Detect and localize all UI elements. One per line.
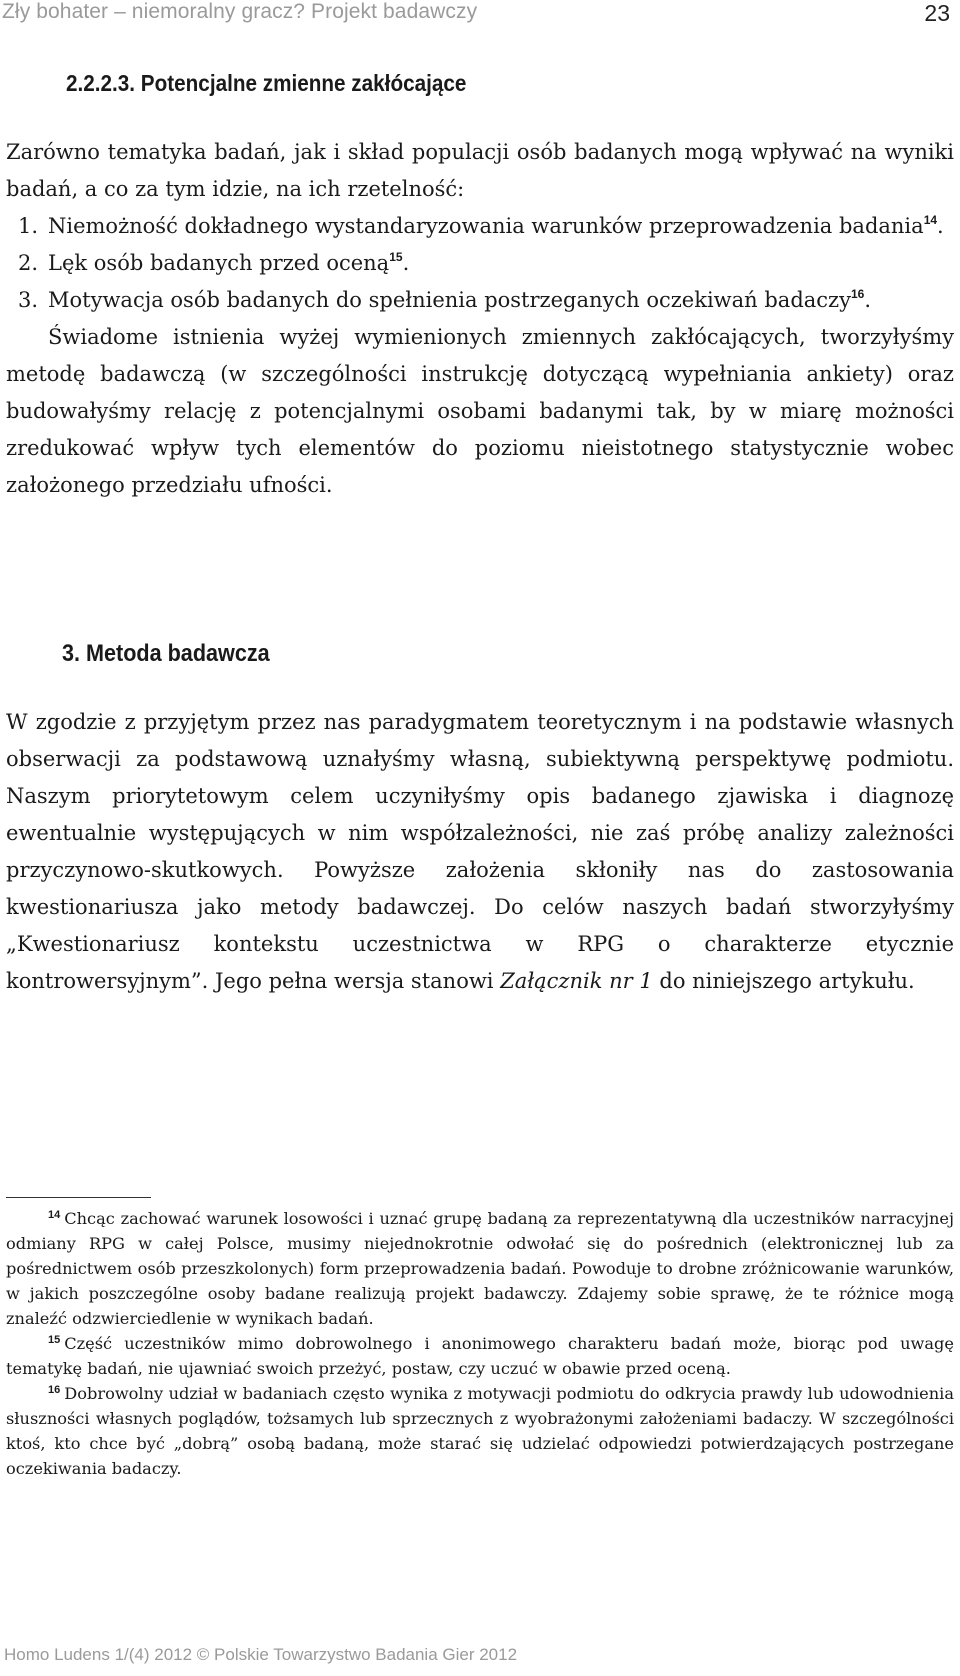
appendix-reference: Załącznik nr 1 xyxy=(500,969,653,993)
method-block xyxy=(6,704,954,1000)
list-item-number: 2. xyxy=(18,251,39,275)
footnote-ref[interactable]: 15 xyxy=(389,250,403,264)
running-title: Zły bohater – niemoralny gracz? Projekt badawczy xyxy=(2,0,478,23)
list-item-number: 3. xyxy=(18,288,39,312)
awareness-paragraph: Świadome istnienia wyżej wymienionych zmiennych zakłócających, tworzyłyśmy metodę badawczą (w szczególności instrukcję dotyczącą wypełniania ankiety) oraz budowałyśmy relację z potencjalnymi osobami badanymi tak, by w miarę możności zredukować wpływ tych elementów do poziomu nieistotnego statystycznie wobec założonego przedziału ufności. xyxy=(6,325,954,497)
footnotes xyxy=(6,1206,954,1481)
confounders-block xyxy=(6,134,954,504)
list-item-number: 1. xyxy=(18,214,39,238)
method-paragraph xyxy=(6,704,954,1000)
footnote-number: 14 xyxy=(48,1209,61,1221)
method-text-end: do niniejszego artykułu. xyxy=(652,969,915,993)
page-header xyxy=(0,0,960,40)
list-item: 2. Lęk osób badanych przed oceną$^{15}$. xyxy=(6,245,954,282)
footnote xyxy=(6,1206,954,1331)
list-item: 3. Motywacja osób badanych do spełnienia postrzeganych oczekiwań badaczy$^{16}$. xyxy=(6,282,954,319)
list-item-text: Motywacja osób badanych do spełnienia postrzeganych oczekiwań badaczy xyxy=(48,288,851,312)
footnote-text: Chcąc zachować warunek losowości i uznać grupę badaną za reprezentatywną dla uczestników narracyjnej odmiany RPG w całej Polsce, musimy niejednokrotnie odwołać się do pośrednich (elektronicznej lub za pośrednictwem osób przeszkolonych) form przeprowadzenia badań. Powoduje to drobne zróżnicowanie warunków, w jakich poszczególne osoby badane realizują projekt badawczy. Zdajemy sobie sprawę, że te różnice mogą znaleźć odzwierciedlenie w wynikach badań. xyxy=(6,1209,954,1328)
footnote-ref[interactable]: 16 xyxy=(850,287,865,301)
footnote-text: Część uczestników mimo dobrowolnego i anonimowego charakteru badań może, biorąc pod uwagę tematykę badań, nie ujawniać swoich przeżyć, postaw, czy uczuć w obawie przed oceną. xyxy=(6,1334,954,1378)
footnote-number: 15 xyxy=(48,1334,61,1346)
intro-paragraph: Zarówno tematyka badań, jak i skład populacji osób badanych mogą wpływać na wyniki badań, a co za tym idzie, na ich rzetelność: xyxy=(6,140,954,201)
footnote xyxy=(6,1381,954,1481)
subsection-heading: 2.2.2.3. Potencjalne zmienne zakłócające xyxy=(66,70,467,96)
confounders-list xyxy=(6,208,954,319)
list-item-text: Lęk osób badanych przed oceną xyxy=(48,251,390,275)
list-item-text: Niemożność dokładnego wystandaryzowania warunków przeprowadzenia badania xyxy=(48,214,924,238)
footnote-ref[interactable]: 14 xyxy=(923,213,938,227)
footnote xyxy=(6,1331,954,1381)
footnote-number: 16 xyxy=(48,1384,61,1396)
footnote-text: Dobrowolny udział w badaniach często wynika z motywacji podmiotu do odkrycia prawdy lub udowodnienia słuszności własnych poglądów, tożsamych lub sprzecznych z wyobrażonymi założeniami badaczy. W szczególności ktoś, kto chce być „dobrą” osobą badaną, może starać się udzielać odpowiedzi potwierdzających postrzegane oczekiwania badaczy. xyxy=(6,1384,954,1478)
method-text: W zgodzie z przyjętym przez nas paradygmatem teoretycznym i na podstawie własnych obserwacji za podstawową uznałyśmy własną, subiektywną perspektywę podmiotu. Naszym priorytetowym celem uczyniłyśmy opis badanego zjawiska i diagnozę ewentualnie występujących w nim współzależności, nie zaś próbę analizy zależności przyczynowo-skutkowych. Powyższe założenia skłoniły nas do zastosowania kwestionariusza jako metody badawczej. Do celów naszych badań stworzyłyśmy „Kwestionariusz kontekstu uczestnictwa w RPG o charakterze etycznie kontrowersyjnym”. Jego pełna wersja stanowi xyxy=(6,710,954,993)
section-heading: 3. Metoda badawcza xyxy=(62,640,270,667)
page-footer: Homo Ludens 1/(4) 2012 © Polskie Towarzystwo Badania Gier 2012 xyxy=(4,1645,518,1664)
list-item: 1. Niemożność dokładnego wystandaryzowania warunków przeprowadzenia badania$^{14}$. xyxy=(6,208,954,245)
page-number: 23 xyxy=(924,0,950,26)
footnote-divider xyxy=(6,1197,151,1198)
